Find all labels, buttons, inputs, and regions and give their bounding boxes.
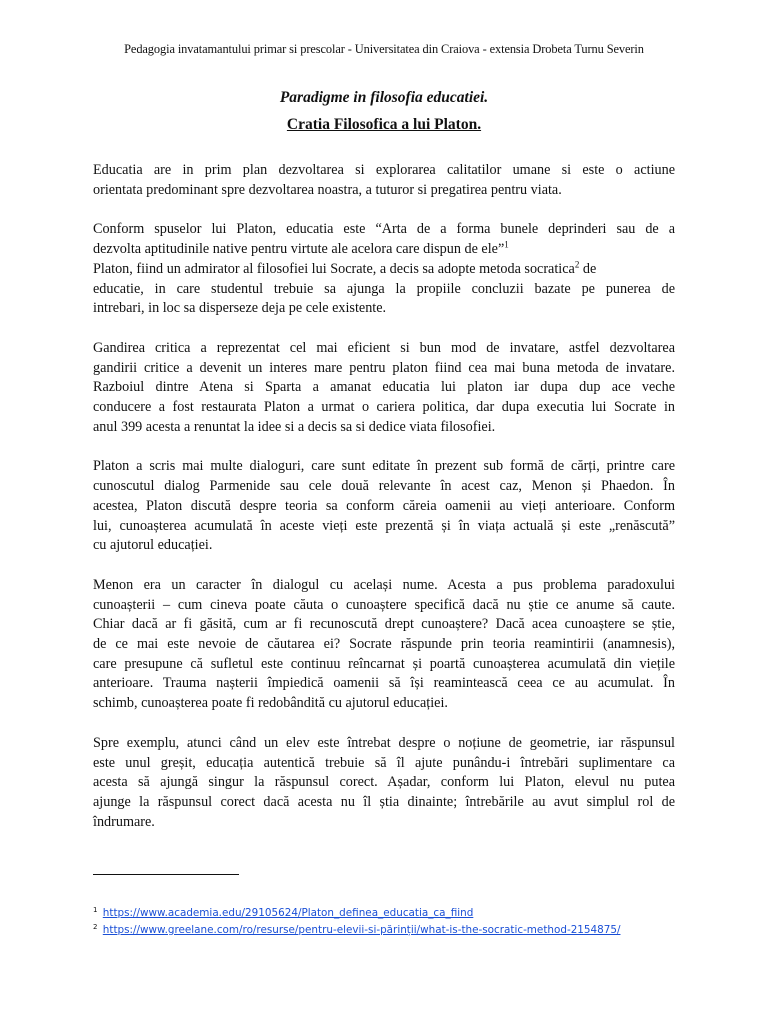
text-line: Menon era un caracter în dialogul cu același nume. Acesta a pus problema paradoxului — [93, 576, 675, 593]
text-line: acestea, Platon discută despre teoria sa conform căreia oamenii au vieți anterioare. Conform — [93, 497, 675, 514]
text-line: cunoscutul dialog Parmenide sau cele două relevante în acest caz, Menon și Phaedon. În — [93, 478, 675, 495]
text-line: educatie, in care studentul trebuie sa ajunga la propiile concluzii bazate pe punerea de — [93, 280, 675, 297]
footnote-link[interactable]: https://www.academia.edu/29105624/Platon_definea_educatia_ca_fiind — [102, 907, 474, 919]
text-line: Razboiul dintre Atena si Sparta a amanat educatia lui platon iar dupa dup ace veche — [93, 379, 675, 396]
text-line: acesta să ajungă singur la răspunsul corect. Așadar, conform lui Platon, elevul nu putea — [93, 774, 675, 791]
footnote-ref-2[interactable]: 2 — [574, 259, 580, 270]
text-line: Gandirea critica a reprezentat cel mai eficient si bun mod de invatare, astfel dezvoltarea — [93, 339, 675, 356]
text-line: este unul greșit, educația autentică trebuie să îl ajute punându-i întrebări suplimentare ca — [93, 754, 675, 771]
footnote-number: 1 — [93, 905, 98, 914]
footnote-separator — [93, 874, 239, 875]
footnotes — [93, 905, 620, 939]
text-line: cunoașterii – cum cineva poate căuta o cunoaștere specifică dacă nu știe ce anume să caute. — [93, 596, 675, 613]
running-header: Pedagogia invatamantului primar si prescolar - Universitatea din Craiova - extensia Drobeta Turnu Severin — [124, 42, 644, 56]
text-line — [93, 260, 675, 280]
text-segment: dezvolta aptitudinile native pentru virtute ale acelora care dispun de ele” — [93, 241, 505, 258]
footnote-2 — [93, 922, 620, 939]
text-segment: Platon, fiind un admirator al filosofiei lui Socrate, a decis sa adopte metoda socratica — [93, 260, 575, 277]
text-line: Platon a scris mai multe dialoguri, care sunt editate în prezent sub formă de cărți, printre care — [93, 458, 675, 475]
text-line: ajunge la răspunsul corect dacă acesta nu îl știa dinainte; întrebările au avut simplul rol de — [93, 793, 675, 810]
text-line: anul 399 acesta a renuntat la idee si a decis sa si dedice viata filosofiei. — [93, 418, 496, 435]
text-line: conducere a fost restaurata Platon a urmat o cariera politica, dar dupa executia lui Socrate in — [93, 399, 675, 416]
text-line: gandirii critice a devenit un interes mare pentru platon fiind cea mai buna metoda de invatare. — [93, 359, 675, 376]
footnote-link[interactable]: https://www.greelane.com/ro/resurse/pentru-elevii-si-părinții/what-is-the-socratic-method-2154875/ — [102, 924, 621, 936]
text-line: lui, cunoașterea acumulată în aceste vieți este prezentă și în viața actuală și este „renăscută” — [93, 517, 675, 534]
text-segment: de — [579, 260, 597, 277]
document-title: Paradigme in filosofia educatiei. — [279, 89, 489, 106]
text-line: Spre exemplu, atunci când un elev este întrebat despre o noțiune de geometrie, iar răspunsul — [93, 734, 675, 751]
paragraph-6 — [93, 734, 675, 833]
paragraph-3 — [93, 339, 675, 438]
text-line: orientata predominant spre dezvoltarea noastra, a tuturor si pregatirea pentru viata. — [93, 181, 562, 198]
text-line: intrebari, in loc sa disperseze deja pe cele existente. — [93, 300, 387, 317]
footnote-1 — [93, 905, 620, 922]
text-line: anterioare. Trauma nașterii împiedică oamenii să își reamintească ceea ce au acumulat. În — [93, 675, 675, 692]
paragraph-4 — [93, 457, 675, 556]
document-subtitle: Cratia Filosofica a lui Platon. — [286, 116, 482, 133]
paragraph-5 — [93, 576, 675, 714]
paragraph-2 — [93, 220, 675, 319]
text-line: schimb, cunoașterea poate fi redobândită cu ajutorul educației. — [93, 695, 448, 712]
text-line: îndrumare. — [93, 813, 155, 830]
text-line: Educatia are in prim plan dezvoltarea si explorarea calitatilor umane si este o actiune — [93, 162, 675, 178]
text-line: care presupune că sufletul este continuu reîncarnat și poartă cunoașterea acumulată din viețile — [93, 655, 675, 672]
text-line: Conform spuselor lui Platon, educatia este “Arta de a forma bunele deprinderi sau de a — [93, 221, 675, 238]
footnote-number: 2 — [93, 922, 98, 931]
document-body — [93, 161, 675, 852]
text-line: de ce mai este nevoie de căutarea ei? Socrate răspunde prin teoria reamintirii (anamnesis), — [93, 636, 675, 653]
text-line — [93, 240, 675, 260]
text-line: cu ajutorul educației. — [93, 537, 213, 554]
paragraph-1 — [93, 161, 675, 200]
footnote-ref-1[interactable]: 1 — [504, 239, 509, 250]
text-line: Chiar dacă ar fi găsită, cum ar fi recunoscută drept cunoaștere? Dacă acea cunoaștere se știe, — [93, 616, 675, 633]
